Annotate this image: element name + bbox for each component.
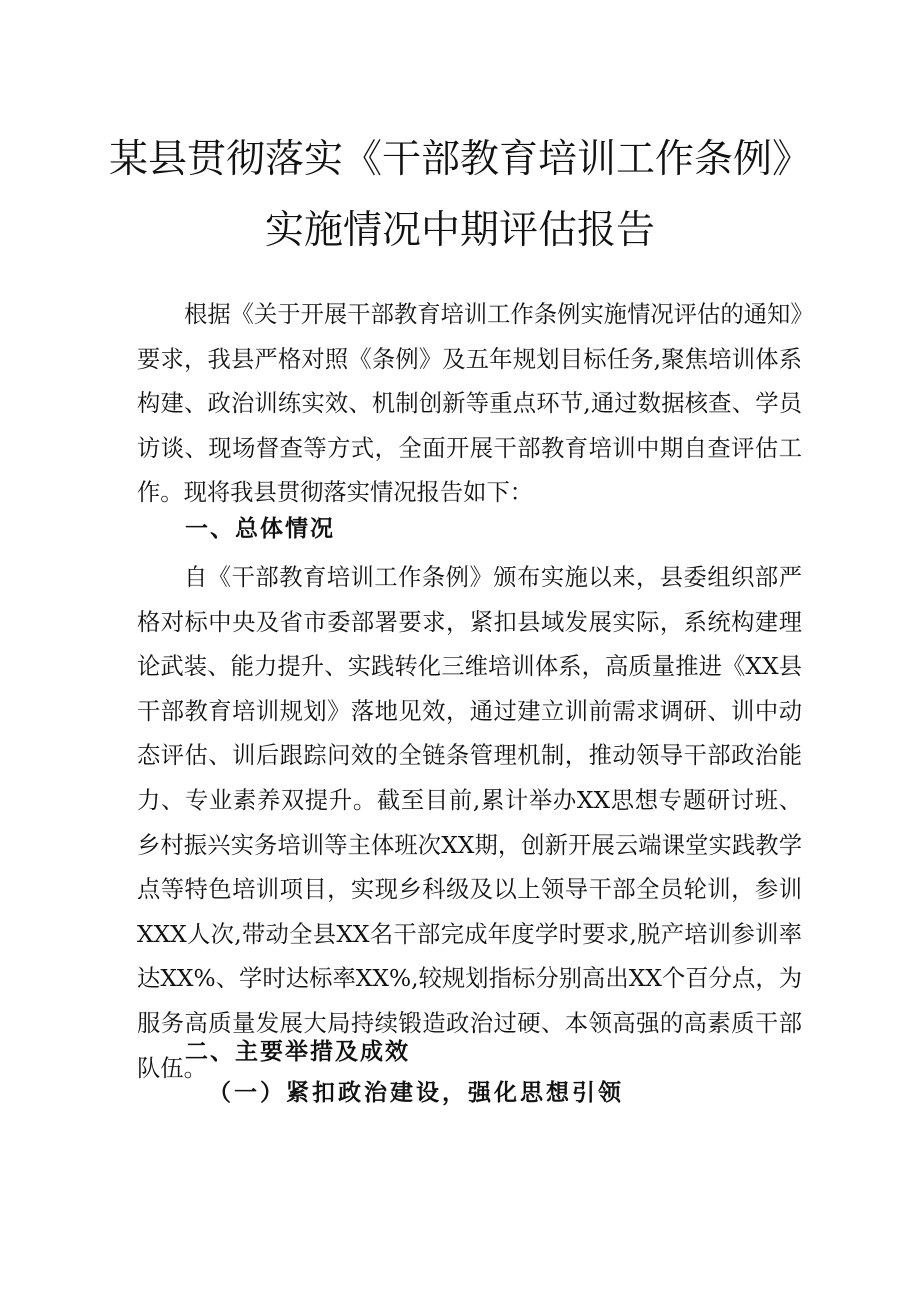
document-title-line-1: 某县贯彻落实《干部教育培训工作条例》 [108, 137, 811, 182]
section-heading-overview: 一、总体情况 [185, 516, 335, 542]
subsection-heading-political: （一）紧扣政治建设，强化思想引领 [208, 1079, 624, 1106]
document-title-line-2: 实施情况中期评估报告 [264, 208, 655, 253]
overview-paragraph: 自《干部教育培训工作条例》颁布实施以来，县委组织部严格对标中央及省市委部署要求，紧扣县域发展实际，系统构建理论武装、能力提升、实践转化三维培训体系，高质量推进《XX县干部教育培训规划》落地见效，通过建立训前需求调研、训中动态评估、训后跟踪问效的全链条管理机制，推动领导干部政治能力、专业素养双提升。截至目前,累计举办XX思想专题研讨班、乡村振兴实务培训等主体班次XX期，创新开展云端课堂实践教学点等特色培训项目，实现乡科级及以上领导干部全员轮训，参训XXX人次,带动全县XX名干部完成年度学时要求,脱产培训参训率达XX%、学时达标率XX%,较规划指标分别高出XX个百分点，为服务高质量发展大局持续锻造政治过硬、本领高强的高素质干部队伍。 [137, 564, 802, 1082]
section-heading-measures: 二、主要举措及成效 [185, 1039, 410, 1065]
intro-paragraph: 根据《关于开展干部教育培训工作条例实施情况评估的通知》要求，我县严格对照《条例》及五年规划目标任务,聚焦培训体系构建、政治训练实效、机制创新等重点环节,通过数据核查、学员访谈、现场督查等方式，全面开展干部教育培训中期自查评估工作。现将我县贯彻落实情况报告如下： [137, 301, 802, 507]
